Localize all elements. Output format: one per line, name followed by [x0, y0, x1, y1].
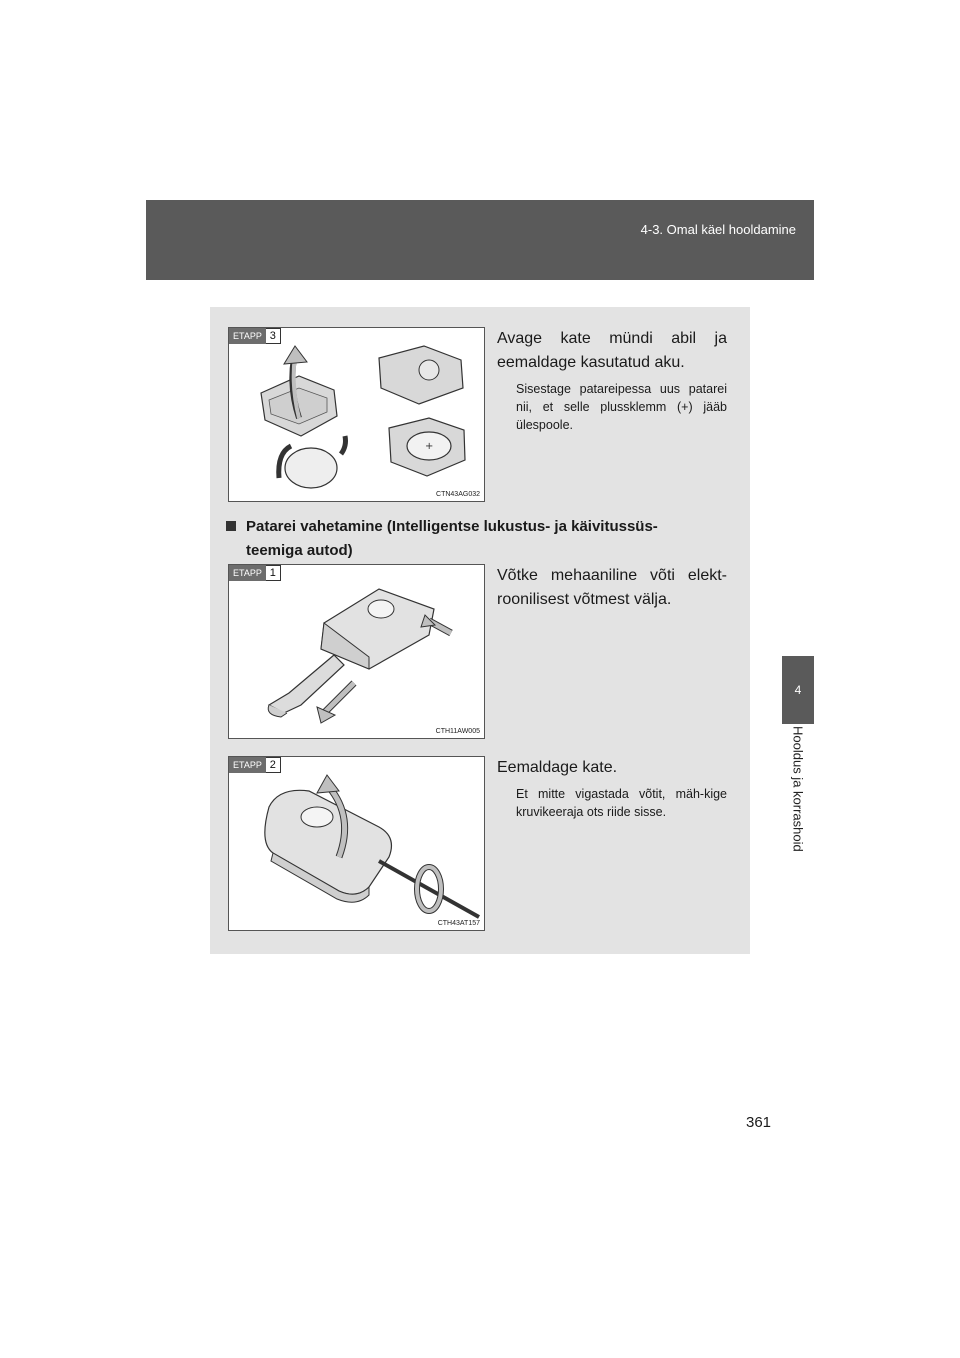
- step-badge: [229, 565, 281, 581]
- step-badge-label: ETAPP: [229, 328, 266, 344]
- chapter-title: 4-3. Omal käel hooldamine: [640, 222, 796, 237]
- step-badge-label: ETAPP: [229, 757, 266, 773]
- chapter-tab-number: 4: [782, 656, 814, 724]
- step-badge-number: 1: [266, 565, 281, 581]
- step-badge-number: 2: [266, 757, 281, 773]
- step-3-instruction: Avage kate mündi abil ja eemaldage kasutatud aku.: [497, 330, 727, 371]
- figure-step-2: [228, 756, 485, 931]
- section-heading-line1: Patarei vahetamine (Intelligentse lukustus- ja käivitussüs-: [246, 518, 658, 535]
- chapter-header: [146, 200, 814, 280]
- figure-code: CTH43AT157: [437, 920, 480, 927]
- bullet-square-icon: [226, 521, 236, 531]
- section-heading: [226, 515, 731, 563]
- cover-removal-illustration: [229, 757, 484, 930]
- step-2-instruction: Eemaldage kate.: [497, 759, 618, 776]
- step-3-note: Sisestage patareipessa uus patarei nii, et selle plussklemm (+) jääb ülespoole.: [516, 382, 727, 432]
- chapter-tab-label-text: Hooldus ja korrashoid: [790, 726, 806, 852]
- step-badge-number: 3: [266, 328, 281, 344]
- svg-text:+: +: [425, 441, 434, 452]
- section-heading-line2: teemiga autod): [246, 542, 353, 559]
- chapter-tab-label: [782, 726, 814, 886]
- page-number: 361: [746, 1114, 772, 1131]
- step-badge: [229, 328, 281, 344]
- content-panel: [210, 307, 750, 954]
- figure-step-3: [228, 327, 485, 502]
- step-badge-label: ETAPP: [229, 565, 266, 581]
- figure-code: CTN43AG032: [436, 491, 480, 498]
- figure-code: CTH11AW005: [435, 728, 480, 735]
- step-2-note: Et mitte vigastada võtit, mäh-kige kruvikeeraja ots riide sisse.: [516, 787, 727, 819]
- key-removal-illustration: [229, 565, 484, 738]
- battery-removal-illustration: [229, 328, 484, 501]
- step-1-instruction: Võtke mehaaniline võti elekt-roonilisest võtmest välja.: [497, 567, 727, 608]
- step-badge: [229, 757, 281, 773]
- figure-step-1: [228, 564, 485, 739]
